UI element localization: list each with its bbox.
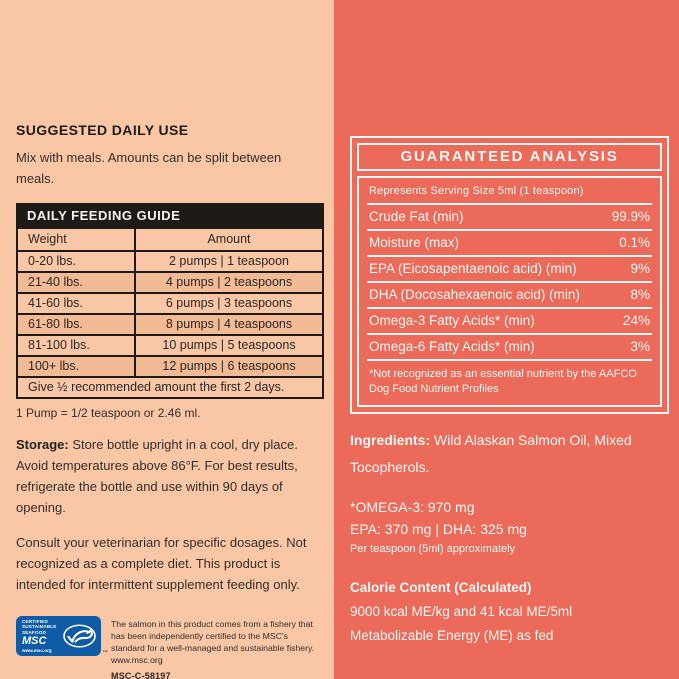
veterinarian-disclaimer: Consult your veterinarian for specific dosages. Not recognized as a complete diet. This product is intended for intermittent supplement feeding only.	[16, 535, 307, 592]
amount-cell: 4 pumps | 2 teaspoons	[165, 275, 293, 289]
storage-text: Store bottle upright in a cool, dry place. Avoid temperatures above 86°F. For best results, refrigerate the bottle and use within 90 days of opening.	[16, 437, 298, 515]
feeding-guide-footer-note: Give ½ recommended amount the first 2 days.	[18, 376, 322, 397]
ingredients-paragraph	[350, 427, 650, 481]
guaranteed-analysis-content	[357, 176, 662, 407]
calorie-values: 9000 kcal ME/kg and 41 kcal ME/5ml	[350, 604, 573, 619]
table-row	[18, 334, 322, 355]
msc-website-url: www.msc.org	[111, 655, 163, 665]
per-teaspoon-note: Per teaspoon (5ml) approximately	[350, 543, 516, 555]
analysis-row	[367, 229, 652, 255]
weight-cell: 41-60 lbs.	[18, 294, 136, 313]
analysis-value: 24%	[622, 313, 650, 328]
calorie-content-heading: Calorie Content (Calculated)	[350, 580, 532, 595]
msc-logo-line: SUSTAINABLE	[22, 624, 57, 630]
guaranteed-analysis-panel	[334, 0, 679, 679]
analysis-label: DHA (Docosahexaenoic acid) (min)	[369, 287, 580, 302]
storage-label: Storage:	[16, 437, 69, 452]
serving-size-note: Represents Serving Size 5ml (1 teaspoon)	[369, 185, 584, 197]
weight-column-header: Weight	[18, 229, 136, 250]
msc-description-text: The salmon in this product comes from a fishery that has been independently certified to the MSC's standard for a well-managed and sustainable fishery.	[111, 619, 315, 653]
aafco-footnote: *Not recognized as an essential nutrient by the AAFCO Dog Food Nutrient Profiles	[367, 359, 652, 405]
msc-certificate-code: MSC-C-58197	[111, 671, 171, 679]
feeding-guide-header-row	[18, 227, 322, 250]
msc-logo	[16, 616, 108, 656]
pump-conversion-note: 1 Pump = 1/2 teaspoon or 2.46 ml.	[16, 406, 201, 420]
table-row	[18, 271, 322, 292]
metabolizable-energy-note: Metabolizable Energy (ME) as fed	[350, 628, 554, 643]
suggested-daily-use-panel	[0, 0, 334, 679]
analysis-label: EPA (Eicosapentaenoic acid) (min)	[369, 261, 577, 276]
analysis-label: Omega-3 Fatty Acids* (min)	[369, 313, 535, 328]
calorie-content-block	[350, 576, 669, 648]
guaranteed-analysis-box	[350, 136, 669, 414]
msc-logo-line: CERTIFIED	[22, 618, 49, 624]
weight-cell: 61-80 lbs.	[18, 315, 136, 334]
daily-feeding-guide-table	[16, 203, 324, 399]
omega-content-block	[350, 496, 669, 555]
msc-certification-block	[16, 616, 322, 679]
analysis-value: 99.9%	[611, 209, 650, 224]
analysis-row	[367, 255, 652, 281]
msc-logo-url: www.msc.org	[22, 648, 52, 654]
analysis-value: 3%	[630, 339, 650, 354]
msc-trademark-symbol: ™	[102, 650, 108, 656]
epa-dha-amounts: EPA: 370 mg | DHA: 325 mg	[350, 521, 527, 537]
weight-cell: 21-40 lbs.	[18, 273, 136, 292]
omega3-amount: *OMEGA-3: 970 mg	[350, 499, 475, 515]
msc-description	[111, 616, 322, 679]
mix-with-meals-text: Mix with meals. Amounts can be split between meals.	[16, 150, 282, 186]
analysis-row	[367, 333, 652, 359]
table-row	[18, 355, 322, 376]
ingredients-label: Ingredients:	[350, 432, 431, 448]
guaranteed-analysis-title: GUARANTEED ANALYSIS	[357, 143, 662, 171]
msc-logo-text	[22, 619, 60, 653]
analysis-row	[367, 203, 652, 229]
analysis-label: Omega-6 Fatty Acids* (min)	[369, 339, 535, 354]
table-row	[18, 313, 322, 334]
table-row	[18, 250, 322, 271]
storage-paragraph	[16, 434, 322, 518]
analysis-row	[367, 281, 652, 307]
msc-fish-check-icon	[62, 620, 97, 652]
analysis-value: 9%	[630, 261, 650, 276]
amount-cell: 12 pumps | 6 teaspoons	[162, 359, 296, 373]
suggested-daily-use-heading: SUGGESTED DAILY USE	[16, 122, 189, 138]
analysis-label: Crude Fat (min)	[369, 209, 464, 224]
weight-cell: 100+ lbs.	[18, 357, 136, 376]
analysis-label: Moisture (max)	[369, 235, 460, 250]
amount-cell: 2 pumps | 1 teaspoon	[169, 254, 289, 268]
analysis-value: 0.1%	[619, 235, 650, 250]
amount-cell: 8 pumps | 4 teaspoons	[165, 317, 293, 331]
weight-cell: 0-20 lbs.	[18, 252, 136, 271]
amount-cell: 6 pumps | 3 teaspoons	[165, 296, 293, 310]
feeding-guide-title-bar: DAILY FEEDING GUIDE	[18, 205, 322, 227]
ingredients-text: Wild Alaskan Salmon Oil, Mixed Tocopherols.	[350, 432, 632, 475]
weight-cell: 81-100 lbs.	[18, 336, 136, 355]
amount-column-header: Amount	[207, 232, 251, 246]
analysis-row	[367, 307, 652, 333]
amount-cell: 10 pumps | 5 teaspoons	[162, 338, 296, 352]
analysis-value: 8%	[630, 287, 650, 302]
table-row	[18, 292, 322, 313]
msc-logo-line: SEAFOOD	[22, 629, 47, 635]
msc-brand-text: MSC	[22, 635, 47, 648]
